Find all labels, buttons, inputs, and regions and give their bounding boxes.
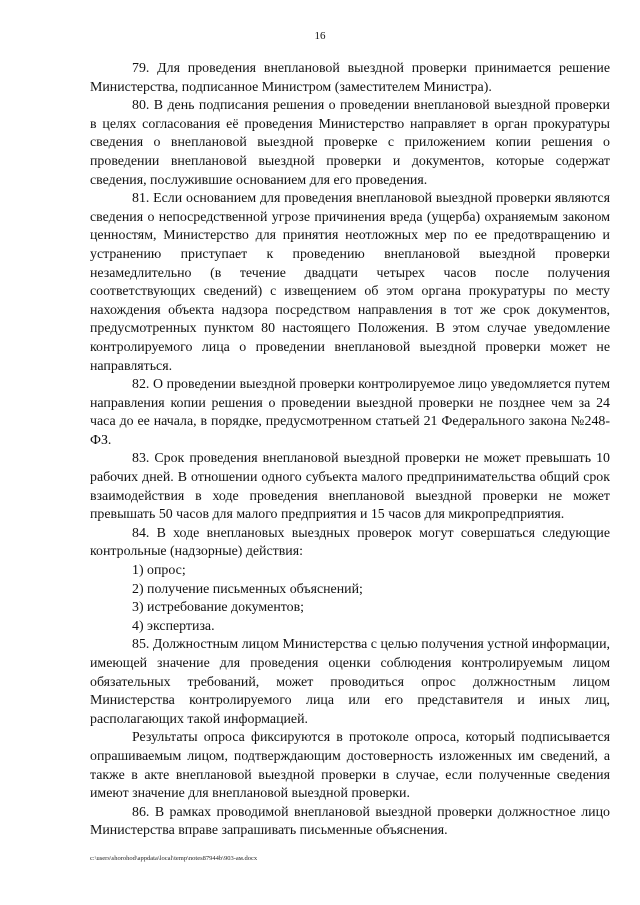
list-item: 1) опрос; <box>132 563 186 579</box>
page-number: 16 <box>314 30 326 42</box>
paragraph-81: 81. Если основанием для проведения внеплановой выездной проверки являются сведения о непосредственной угрозе причинения вреда (ущерба) охраняемым законом ценностям, Министерство для принятия неотложных мер по ее предотвращению и устранению приступает к проведению внеплановой выездной проверки незамедлительно (в течение двадцати четырех часов после получения соответствующих сведений) с извещением об этом органа прокуратуры по месту нахождения объекта надзора посредством направления в тот же срок документов, предусмотренных пунктом 80 настоящего Положения. В этом случае уведомление контролируемого лица о проведении внеплановой выездной проверки может не направляться. <box>90 191 610 374</box>
list-item: 2) получение письменных объяснений; <box>132 581 363 597</box>
list-item: 4) экспертиза. <box>132 618 215 634</box>
paragraph-79: 79. Для проведения внеплановой выездной проверки принимается решение Министерства, подписанное Министром (заместителем Министра). <box>90 61 610 95</box>
paragraph-86: 86. В рамках проводимой внеплановой выездной проверки должностное лицо Министерства вправе запрашивать письменные объяснения. <box>90 804 610 839</box>
list-item: 3) истребование документов; <box>132 600 305 616</box>
paragraph-82: 82. О проведении выездной проверки контролируемое лицо уведомляется путем направления копии решения о проведении выездной проверки не позднее чем за 24 часа до ее начала, в порядке, предусмотренном статьей 21 Федерального закона №248-ФЗ. <box>90 377 610 448</box>
footer-file-path: c:\users\shorohod\appdata\local\temp\notes87944b\903-ам.docx <box>90 855 258 862</box>
paragraph-interview-results: Результаты опроса фиксируются в протоколе опроса, который подписывается опрашиваемым лицом, подтверждающим достоверность изложенных им сведений, а также в акте внеплановой выездной проверки в случае, если полученные сведения имеют значение для внеплановой выездной проверки. <box>90 730 610 802</box>
paragraph-80: 80. В день подписания решения о проведении внеплановой выездной проверки в целях согласования её проведения Министерство направляет в орган прокуратуры сведения о внеплановой выездной проверке с приложением копии решения о проведении внеплановой выездной проверки и документов, которые содержат сведения, послужившие основанием для его проведения. <box>90 98 610 188</box>
paragraph-84: 84. В ходе внеплановых выездных проверок могут совершаться следующие контрольные (надзорные) действия: <box>90 525 610 560</box>
document-body <box>90 60 610 841</box>
paragraph-83: 83. Срок проведения внеплановой выездной проверки не может превышать 10 рабочих дней. В отношении одного субъекта малого предпринимательства общий срок взаимодействия в ходе проведения внеплановой выездной проверки не может превышать 50 часов для малого предприятия и 15 часов для микропредприятия. <box>90 451 610 523</box>
paragraph-85: 85. Должностным лицом Министерства с целью получения устной информации, имеющей значение для проведения оценки соблюдения контролируемым лицом обязательных требований, может проводиться опрос должностным лицом Министерства контролируемого лица или его представителя и иных лиц, располагающих такой информацией. <box>90 637 610 727</box>
